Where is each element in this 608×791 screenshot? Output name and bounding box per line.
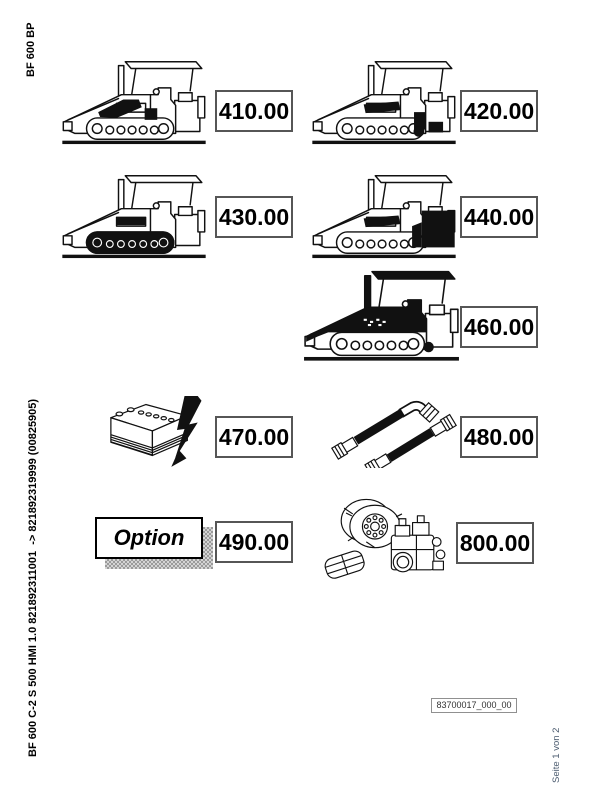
paver-rear-highlight-icon	[308, 168, 460, 260]
group-number: 460.00	[463, 313, 535, 340]
group-link-440[interactable]	[460, 196, 538, 238]
group-number: 410.00	[218, 97, 290, 124]
battery-lightning-icon	[92, 392, 210, 468]
page-indicator-vertical-text: Seite 1 von 2	[551, 727, 562, 783]
figure-800[interactable]	[320, 490, 455, 588]
figure-410[interactable]	[58, 54, 210, 146]
option-label: Option	[113, 525, 185, 550]
figure-480[interactable]	[330, 390, 458, 468]
figure-470[interactable]	[92, 392, 210, 468]
group-number: 490.00	[218, 528, 290, 555]
document-code-box	[431, 698, 517, 713]
paver-engine-highlight-icon	[58, 54, 210, 146]
group-link-470[interactable]	[215, 416, 293, 458]
hydraulic-hoses-icon	[330, 390, 458, 468]
group-number: 470.00	[218, 423, 290, 450]
pump-drive-assembly-icon	[320, 490, 455, 588]
group-link-410[interactable]	[215, 90, 293, 132]
figure-490[interactable]	[95, 517, 217, 573]
group-link-420[interactable]	[460, 90, 538, 132]
paver-chassis-highlight-icon	[303, 263, 460, 363]
group-link-460[interactable]	[460, 306, 538, 348]
paver-track-highlight-icon	[58, 168, 210, 260]
group-link-480[interactable]	[460, 416, 538, 458]
group-number: 430.00	[218, 203, 290, 230]
group-number: 440.00	[463, 203, 535, 230]
figure-420[interactable]	[308, 54, 460, 146]
paver-deck-highlight-icon	[308, 54, 460, 146]
group-link-430[interactable]	[215, 196, 293, 238]
figure-440[interactable]	[308, 168, 460, 260]
group-link-800[interactable]	[456, 522, 534, 564]
figure-460[interactable]	[303, 263, 460, 363]
figure-430[interactable]	[58, 168, 210, 260]
group-link-490[interactable]	[215, 521, 293, 563]
group-number: 800.00	[459, 529, 531, 556]
battery-icon	[111, 405, 187, 456]
serial-range-vertical-text: BF 600 C-2 S 500 HMI 1.0 821892311001 -> 821892319999 (00825905)	[27, 398, 39, 757]
group-number: 480.00	[463, 423, 535, 450]
document-code: 83700017_000_00	[436, 700, 512, 710]
option-box[interactable]	[95, 517, 203, 559]
group-number: 420.00	[463, 97, 535, 124]
model-code-vertical-text: BF 600 BP	[25, 22, 37, 77]
